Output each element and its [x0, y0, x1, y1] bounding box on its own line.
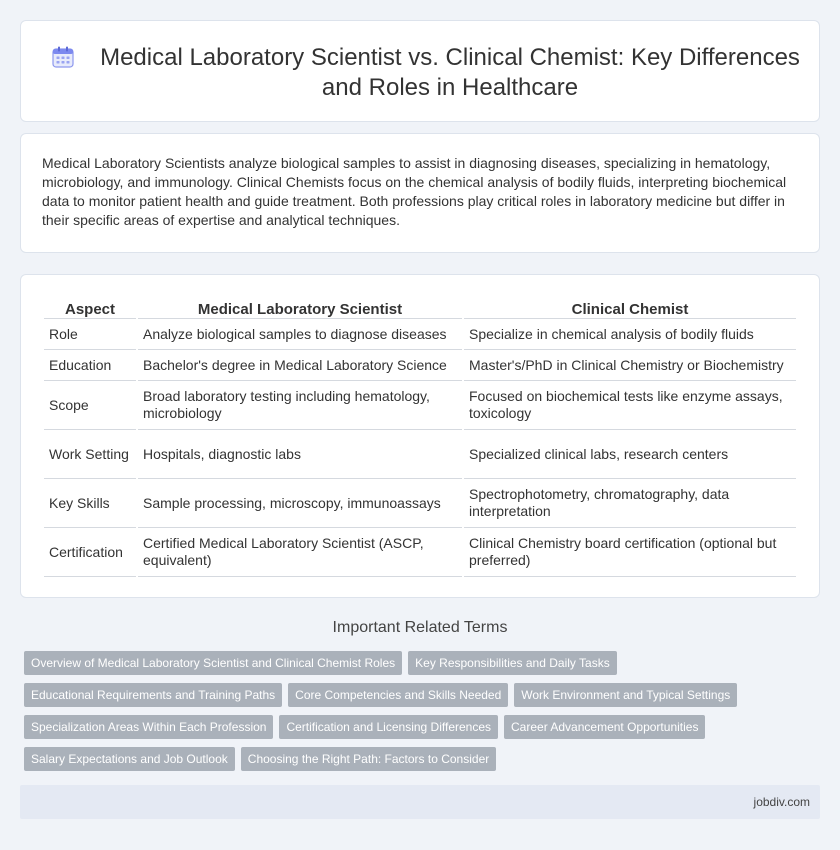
comparison-table — [42, 297, 798, 577]
related-term-tag[interactable]: Core Competencies and Skills Needed — [288, 683, 508, 707]
cell-chemist: Specialized clinical labs, research centers — [464, 430, 796, 479]
related-term-tag[interactable]: Certification and Licensing Differences — [279, 715, 498, 739]
related-term-tag[interactable]: Career Advancement Opportunities — [504, 715, 705, 739]
header-mls: Medical Laboratory Scientist — [138, 297, 462, 319]
table-header-row — [44, 297, 796, 319]
related-term-tag[interactable]: Salary Expectations and Job Outlook — [24, 747, 235, 771]
related-term-tag[interactable]: Educational Requirements and Training Paths — [24, 683, 282, 707]
intro-card — [20, 133, 820, 253]
table-row — [44, 319, 796, 350]
related-term-tag[interactable]: Key Responsibilities and Daily Tasks — [408, 651, 617, 675]
header-chemist: Clinical Chemist — [464, 297, 796, 319]
cell-chemist: Clinical Chemistry board certification (optional but preferred) — [464, 528, 796, 577]
related-terms-heading: Important Related Terms — [332, 619, 508, 636]
cell-aspect: Role — [44, 319, 136, 350]
tag-row — [24, 683, 737, 707]
tag-row — [24, 747, 496, 771]
related-term-tag[interactable]: Specialization Areas Within Each Profession — [24, 715, 273, 739]
header-aspect: Aspect — [44, 297, 136, 319]
table-row — [44, 381, 796, 430]
footer — [20, 785, 820, 819]
intro-paragraph: Medical Laboratory Scientists analyze biological samples to assist in diagnosing diseases, specializing in hematology, microbiology, and immunology. Clinical Chemists focus on the chemical analysis of bodily fluids, interpreting biochemical data to monitor patient health and guide treatment. Both professions play critical roles in laboratory medicine but differ in their specific areas of expertise and analytical techniques. — [42, 155, 787, 228]
page-title: Medical Laboratory Scientist vs. Clinical Chemist: Key Differences and Roles in Healthcare — [100, 44, 800, 101]
title-card — [20, 20, 820, 122]
table-row — [44, 350, 796, 381]
cell-mls: Broad laboratory testing including hematology, microbiology — [138, 381, 462, 430]
cell-mls: Sample processing, microscopy, immunoassays — [138, 479, 462, 528]
table-row — [44, 430, 796, 479]
table-row — [44, 479, 796, 528]
cell-chemist: Specialize in chemical analysis of bodily fluids — [464, 319, 796, 350]
cell-aspect: Education — [44, 350, 136, 381]
cell-mls: Hospitals, diagnostic labs — [138, 430, 462, 479]
cell-mls: Bachelor's degree in Medical Laboratory Science — [138, 350, 462, 381]
comparison-card — [20, 274, 820, 598]
cell-mls: Certified Medical Laboratory Scientist (ASCP, equivalent) — [138, 528, 462, 577]
related-term-tag[interactable]: Choosing the Right Path: Factors to Consider — [241, 747, 496, 771]
tag-row — [24, 715, 705, 739]
related-term-tag[interactable]: Overview of Medical Laboratory Scientist and Clinical Chemist Roles — [24, 651, 402, 675]
cell-aspect: Key Skills — [44, 479, 136, 528]
footer-site-link[interactable]: jobdiv.com — [753, 795, 810, 809]
cell-aspect: Scope — [44, 381, 136, 430]
tag-row — [24, 651, 617, 675]
cell-chemist: Focused on biochemical tests like enzyme assays, toxicology — [464, 381, 796, 430]
cell-aspect: Certification — [44, 528, 136, 577]
cell-mls: Analyze biological samples to diagnose diseases — [138, 319, 462, 350]
table-row — [44, 528, 796, 577]
related-term-tag[interactable]: Work Environment and Typical Settings — [514, 683, 737, 707]
cell-chemist: Spectrophotometry, chromatography, data interpretation — [464, 479, 796, 528]
cell-aspect: Work Setting — [44, 430, 136, 479]
cell-chemist: Master's/PhD in Clinical Chemistry or Biochemistry — [464, 350, 796, 381]
